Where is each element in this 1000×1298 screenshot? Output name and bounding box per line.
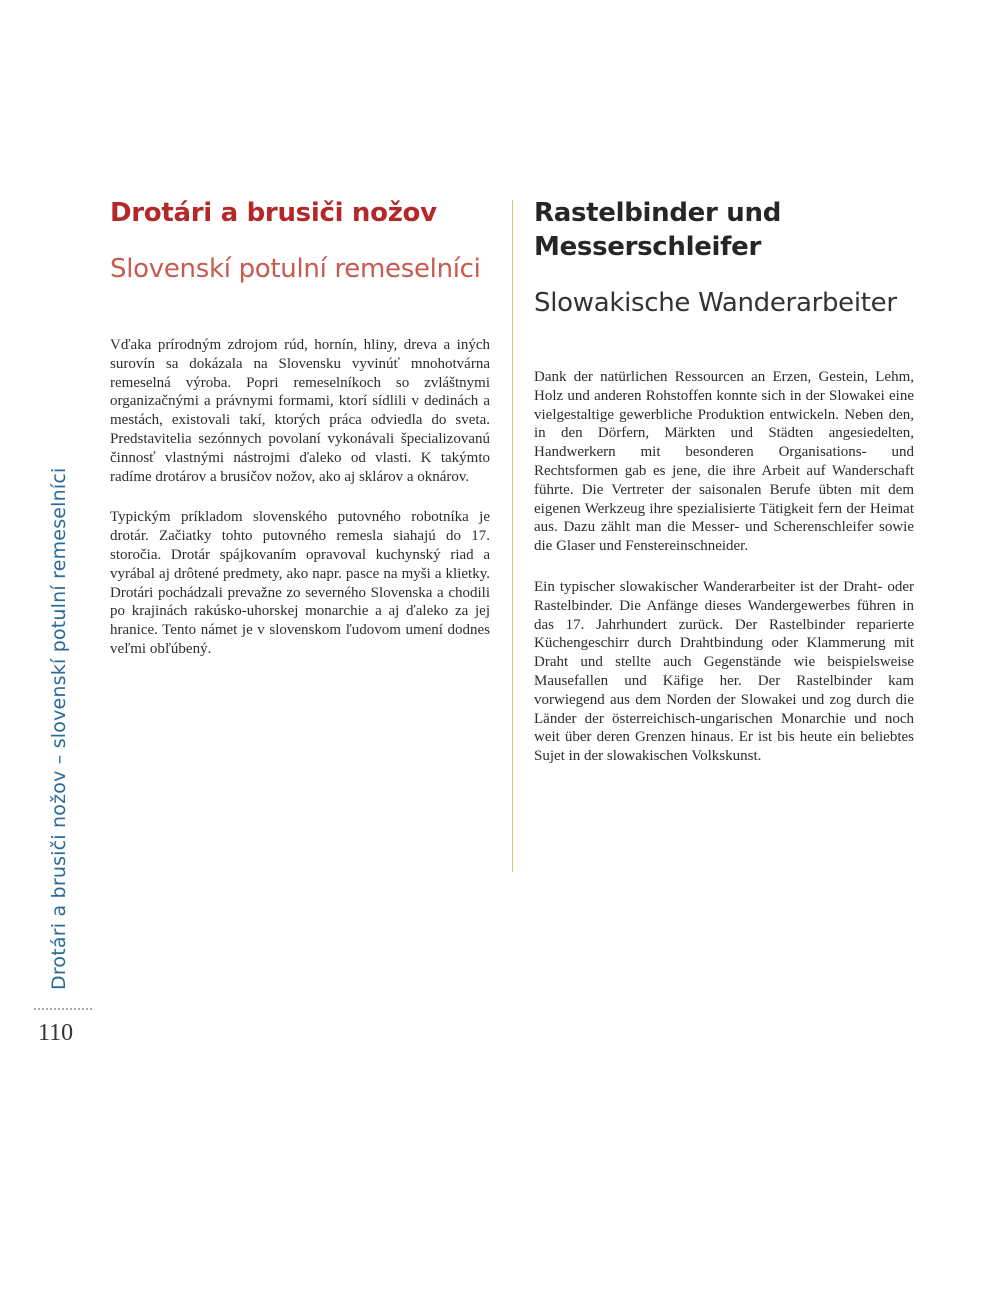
slovak-paragraph-1: Vďaka prírodným zdrojom rúd, hornín, hliny, dreva a iných surovín sa dokázala na Slovensku vyvinúť mnohotvárna remeselná výroba. Popri remeselníkoch so zvláštnymi organizačnými a právnymi formami, ktorí sídlili v dedinách a mestách, existovali takí, ktorých práca odviedla do sveta. Predstavitelia sezónnych povolaní vykonávali špecializovanú činnosť vlastnými nástrojmi ďaleko od vlasti. K takýmto radíme drotárov a brusičov nožov, ako aj sklárov a oknárov. — [110, 337, 490, 485]
column-divider — [512, 200, 513, 872]
slovak-body — [110, 336, 490, 659]
dotted-separator — [34, 1008, 92, 1010]
page-number: 110 — [38, 1020, 74, 1046]
german-subtitle: Slowakische Wanderarbeiter — [534, 288, 897, 318]
german-paragraph-2: Ein typischer slowakischer Wanderarbeiter ist der Draht- oder Rastelbinder. Die Anfänge dieses Wandergewerbes führen in das 17. Jahrhundert zurück. Der Rastelbinder reparierte Küchengeschirr durch Drahtbindung oder Klammerung mit Draht und stellte auch Gegenstände wie beispielsweise Mausefallen und Käfige her. Der Rastelbinder kam vorwiegend aus dem Norden der Slowakei und zog durch die Länder der österreichisch-ungarischen Monarchie und noch weit über deren Grenzen hinaus. Er ist bis heute ein beliebtes Sujet in der slowakischen Volkskunst. — [534, 578, 914, 765]
slovak-title: Drotári a brusiči nožov — [110, 198, 437, 228]
german-column — [534, 196, 914, 788]
slovak-paragraph-2: Typickým príkladom slovenského putovného robotníka je drotár. Začiatky tohto putovného remesla siahajú do 17. storočia. Drotár spájkovaním opravoval kuchynský riad a vyrábal aj drôtené predmety, ako napr. pasce na myši a klietky. Drotári pochádzali prevažne zo severného Slovenska a chodili po krajinách rakúsko-uhorskej monarchie a aj ďaleko za jej hranice. Tento námet je v slovenskom ľudovom umení dodnes veľmi obľúbený. — [110, 509, 490, 657]
running-title: Drotári a brusiči nožov – slovenskí potulní remeselníci — [48, 467, 70, 990]
german-paragraph-1: Dank der natürlichen Ressourcen an Erzen, Gestein, Lehm, Holz und anderen Rohstoffen konnte sich in der Slowakei eine vielgestaltige gewerbliche Produktion entwickeln. Neben den, in den Dörfern, Märkten und Städten angesiedelten, Handwerkern mit besonderen Organisations- und Rechtsformen gab es jene, die ihre Arbeit auf Wanderschaft führte. Die Vertreter der saisonalen Berufe übten mit dem eigenen Werkzeug ihre spezialisierte Tätigkeit fern der Heimat aus. Dazu zählt man die Messer- und Scherenschleifer sowie die Glaser und Fenstereinschneider. — [534, 369, 914, 555]
slovak-column — [110, 196, 490, 681]
german-body — [534, 368, 914, 766]
german-title: Rastelbinder und Messerschleifer — [534, 198, 781, 262]
slovak-subtitle: Slovenskí potulní remeselníci — [110, 254, 481, 284]
